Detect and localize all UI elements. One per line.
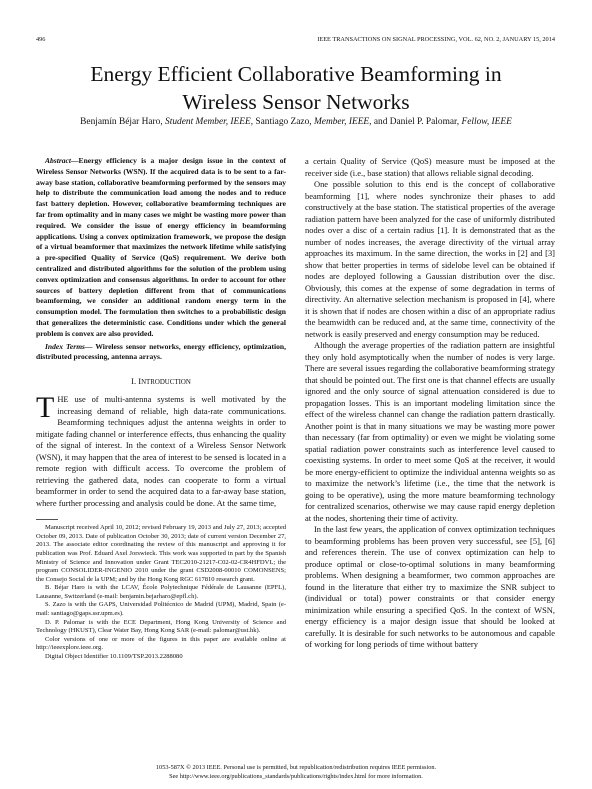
author-role: Fellow, IEEE: [461, 117, 512, 127]
footnotes: [36, 524, 286, 662]
section-number: I.: [131, 376, 137, 387]
author-list: [0, 117, 592, 127]
footnote-divider: [36, 519, 58, 520]
footnote: S. Zazo is with the GAPS, Universidad Politécnico de Madrid (UPM), Madrid, Spain (e-mail: santiago@gaps.ssr.upm.es).: [36, 601, 286, 618]
body-paragraph: One possible solution to this end is the concept of collaborative beamforming [1], where nodes synchronize their phases to add constructively at the base station. The statistical properties of the average radiation pattern have been analyzed for the case of uniformly distributed nodes over a disc of a certain radius [1]. It is demonstrated that as the number of nodes increases, the average directivity of the virtual array approaches its maximum. In the same direction, the works in [2] and [3] show that better properties in terms of sidelobe level can be obtained if nodes are deployed following a Gaussian distribution over the disc. Obviously, this comes at the expense of some degradation in terms of directivity. An alternative selection mechanism is proposed in [4], where it is shown that if nodes are chosen within a disc of an appropriate radius the beamwidth can be reduced and, at the same time, connectivity of the network is easily preserved and energy consumption may be reduced.: [305, 179, 555, 339]
copyright-line: 1053-587X © 2013 IEEE. Personal use is permitted, but republication/redistribution requires IEEE permission.: [155, 764, 437, 771]
copyright-link-line: See http://www.ieee.org/publications_standards/publications/rights/index.html for more information.: [169, 772, 423, 780]
index-terms: [36, 342, 286, 364]
section-title-initial: I: [138, 376, 142, 387]
page-number: 496: [36, 36, 46, 43]
title-line-2: Wireless Sensor Networks: [182, 90, 410, 114]
footnote: Digital Object Identifier 10.1109/TSP.2013.2288080: [45, 653, 183, 661]
author-name: Benjamín Béjar Haro,: [80, 117, 163, 127]
footnote: Manuscript received April 10, 2012; revised February 19, 2013 and July 27, 2013; accepted October 09, 2013. Date of publication October 30, 2013; date of current version December 27, 2013. The associate editor coordinating the review of this manuscript and approving it for publication was Prof. Eduard Axel Jorswieck. This work was supported in part by the Spanish Ministry of Science and Innovation under Grant TEC2010-21217-C02-02-CR4HFDVL; the program CONSOLIDER-INGENIO 2010 under the grant CSD2008-00010 COMONSENS; the Consejo Social de la UPM; and by the Hong Kong RGC 617810 research grant.: [36, 524, 286, 583]
body-paragraph: Although the average properties of the radiation pattern are insightful they only hold asymptotically when the number of nodes is very large. There are several issues regarding the collaborative beamforming strategy that should be pointed out. The first one is that channel effects are usually ignored and the only source of signal attenuation considered is due to propagation losses. This is an important modeling limitation since the effect of the wireless channel can change the radiation pattern drastically. Another point is that in many situations we may be wasting more power than necessary (far from optimality) or even we might be violating some spatial radiation power constraints such as interference level caused to coexisting systems. In order to meet some QoS at the receiver, it would be more energy-efficient to optimize the individual antenna weights so as to maximize the network’s lifetime (i.e., the time that the network is going to be operative), using the more mature beamforming technology for centralized scenarios, otherwise we may cause rapid energy depletion at the nodes, shortening their time of activity.: [305, 340, 555, 523]
footnote: D. P. Palomar is with the ECE Department, Hong Kong University of Science and Technology (HKUST), Clear Water Bay, Hong Kong SAR (e-mail: palomar@ust.hk).: [36, 618, 286, 635]
footnote: B. Béjar Haro is with the LCAV, École Polytechnique Fédérale de Lausanne (EPFL), Lausanne, Switzerland (e-mail: benjamin.bejarharo@epfl.ch).: [36, 584, 286, 600]
abstract: [36, 156, 286, 340]
intro-paragraph: [36, 391, 286, 509]
author-name: Santiago Zazo,: [255, 117, 312, 127]
body-paragraph: a certain Quality of Service (QoS) measure must be imposed at the receiver side (i.e., base station) that allows reliable signal decoding.: [305, 156, 555, 178]
copyright-notice: [0, 764, 592, 781]
section-heading: [36, 376, 286, 386]
footnote: Color versions of one or more of the figures in this paper are available online at http://ieeexplore.ieee.org.: [36, 635, 286, 652]
author-name: and Daniel P. Palomar,: [373, 117, 460, 127]
author-role: Student Member, IEEE,: [165, 117, 254, 127]
drop-cap: T: [36, 391, 55, 425]
abstract-body: —Energy efficiency is a major design issue in the context of Wireless Sensor Networks (WSN). If the acquired data is to be sent to a far-away base station, collaborative beamforming performed by the sensors may help to distribute the communication load among the nodes and to reduce fast battery depletion. However, collaborative beamforming techniques are far from optimality and in many cases we might be wasting more power than required. We consider the issue of energy efficiency in beamforming applications. Using a convex optimization framework, we propose the design of a virtual beamformer that maximizes the network lifetime while satisfying a pre-specified Quality of Service (QoS) requirement. We derive both centralized and distributed algorithms for the solution of the problem using convex optimization and consensus algorithms. In order to account for other sources of battery depletion different from that of communications beamforming, we consider an additional random energy term in the consumption model. The formulation then switches to a probabilistic design that generalizes the deterministic case. Conditions under which the general problem is convex are also provided.: [36, 156, 286, 338]
paper-title: [0, 60, 592, 116]
intro-text: HE use of multi-antenna systems is well motivated by the increasing demand of reliable, high data-rate communications. Beamforming techniques adjust the antenna weights in order to mitigate fading channel or interference effects, thus enhancing the quality of the signal of interest. In the context of a Wireless Sensor Network (WSN), it may happen that the area of interest to be sensed is located in a remote region with difficult access. To overcome the problem of retrieving the gathered data, nodes can cooperate to form a virtual beamformer in order to send the acquired data to a far-away base station, where further processing and analysis could be done. At the same time,: [36, 394, 286, 508]
index-terms-body: — Wireless sensor networks, energy efficiency, optimization, distributed processing, antenna arrays.: [36, 341, 286, 362]
author-role: Member, IEEE,: [313, 117, 372, 127]
section-title-rest: NTRODUCTION: [141, 379, 191, 387]
body-paragraph: In the last few years, the application of convex optimization techniques to beamforming problems has been proven very successful, see [5], [6] and references therein. The use of convex optimization can help to produce optimal or close-to-optimal solutions in many beamforming problems. When designing a beamformer, two common approaches are found in the literature that either try to maximize the SNR subject to (individual or total) power constraints or that consider energy minimization while ensuring a specified QoS. In the context of WSN, energy efficiency is a major design issue that should be looked at carefully. It is desirable for such networks to be autonomous and capable of working for long periods of time without battery: [305, 524, 555, 649]
title-line-1: Energy Efficient Collaborative Beamforming in: [90, 62, 502, 86]
journal-header: IEEE TRANSACTIONS ON SIGNAL PROCESSING, VOL. 62, NO. 2, JANUARY 15, 2014: [317, 36, 555, 43]
abstract-label: Abstract: [45, 156, 71, 165]
index-terms-label: Index Terms: [45, 341, 85, 351]
right-column: [305, 156, 555, 651]
left-column: [36, 156, 286, 662]
